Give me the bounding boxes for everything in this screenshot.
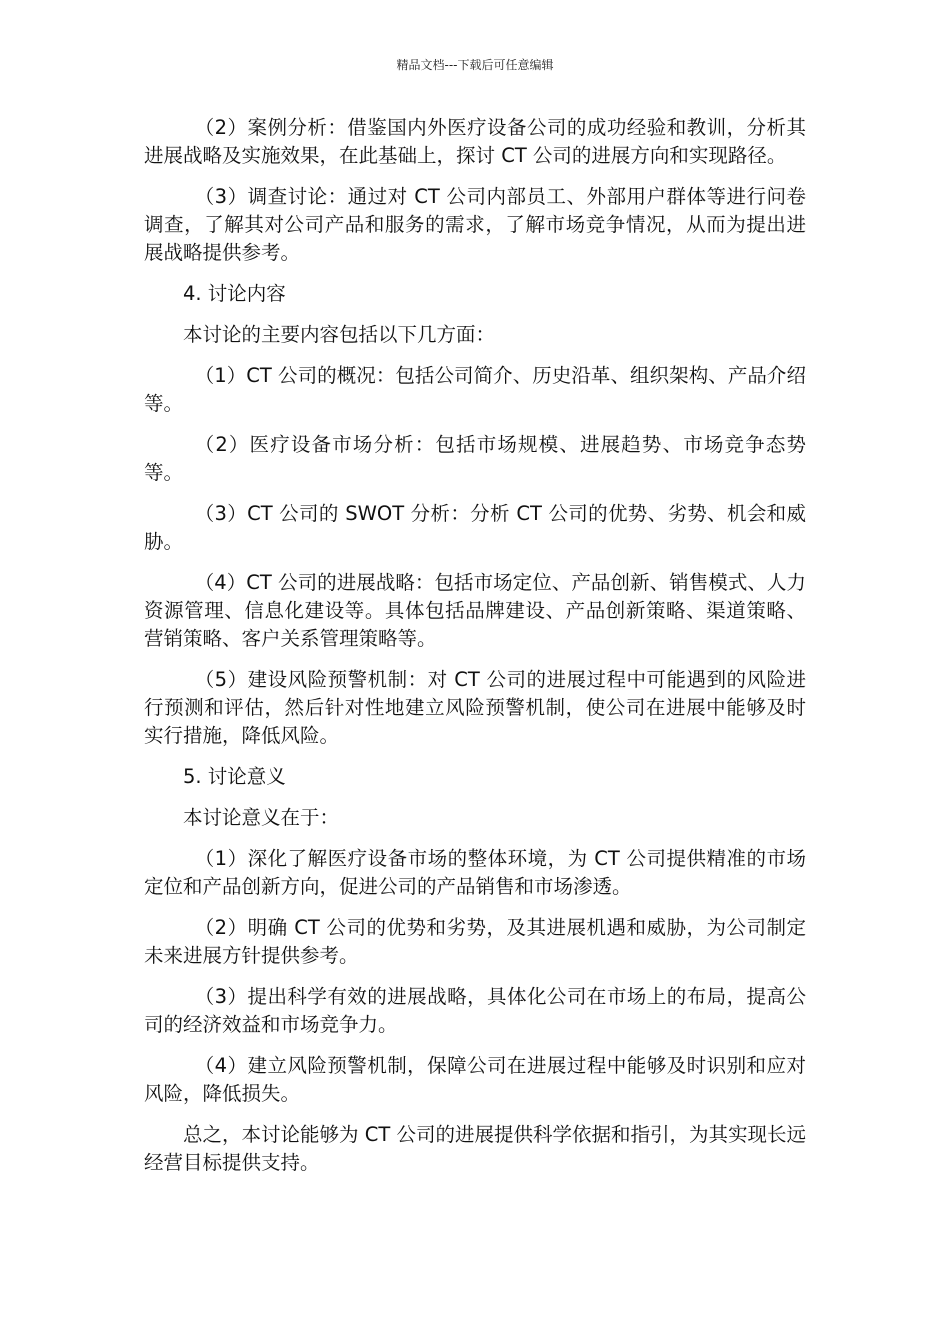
- paragraph-significance-3: （3）提出科学有效的进展战略，具体化公司在市场上的布局，提高公司的经济效益和市场竞争力。: [144, 985, 806, 1036]
- paragraph-case-analysis: （2）案例分析：借鉴国内外医疗设备公司的成功经验和教训，分析其进展战略及实施效果，在此基础上，探讨 CT 公司的进展方向和实现路径。: [144, 116, 806, 167]
- paragraph-significance-4: （4）建立风险预警机制，保障公司在进展过程中能够及时识别和应对风险，降低损失。: [144, 1054, 806, 1105]
- paragraph-significance-intro: 本讨论意义在于：: [183, 806, 340, 829]
- document-body: [144, 114, 806, 1190]
- section-heading-significance: 5. 讨论意义: [183, 765, 286, 788]
- paragraph-significance-1: （1）深化了解医疗设备市场的整体环境，为 CT 公司提供精准的市场定位和产品创新方向，促进公司的产品销售和市场渗透。: [144, 847, 806, 898]
- paragraph-market-analysis: （2）医疗设备市场分析：包括市场规模、进展趋势、市场竞争态势等。: [144, 433, 806, 484]
- page-header: 精品文档---下载后可任意编辑: [396, 58, 554, 72]
- paragraph-strategy: （4）CT 公司的进展战略：包括市场定位、产品创新、销售模式、人力资源管理、信息化建设等。具体包括品牌建设、产品创新策略、渠道策略、营销策略、客户关系管理策略等。: [144, 571, 806, 650]
- paragraph-risk-warning: （5）建设风险预警机制：对 CT 公司的进展过程中可能遇到的风险进行预测和评估，然后针对性地建立风险预警机制，使公司在进展中能够及时实行措施，降低风险。: [144, 668, 806, 747]
- paragraph-survey: （3）调查讨论：通过对 CT 公司内部员工、外部用户群体等进行问卷调查，了解其对公司产品和服务的需求，了解市场竞争情况，从而为提出进展战略提供参考。: [144, 185, 806, 264]
- paragraph-company-overview: （1）CT 公司的概况：包括公司简介、历史沿革、组织架构、产品介绍等。: [144, 364, 806, 415]
- section-heading-content: 4. 讨论内容: [183, 282, 286, 305]
- paragraph-significance-2: （2）明确 CT 公司的优势和劣势，及其进展机遇和威胁，为公司制定未来进展方针提供参考。: [144, 916, 806, 967]
- paragraph-conclusion: 总之，本讨论能够为 CT 公司的进展提供科学依据和指引，为其实现长远经营目标提供支持。: [144, 1123, 806, 1174]
- paragraph-swot: （3）CT 公司的 SWOT 分析：分析 CT 公司的优势、劣势、机会和威胁。: [144, 502, 806, 553]
- paragraph-content-intro: 本讨论的主要内容包括以下几方面：: [183, 323, 496, 346]
